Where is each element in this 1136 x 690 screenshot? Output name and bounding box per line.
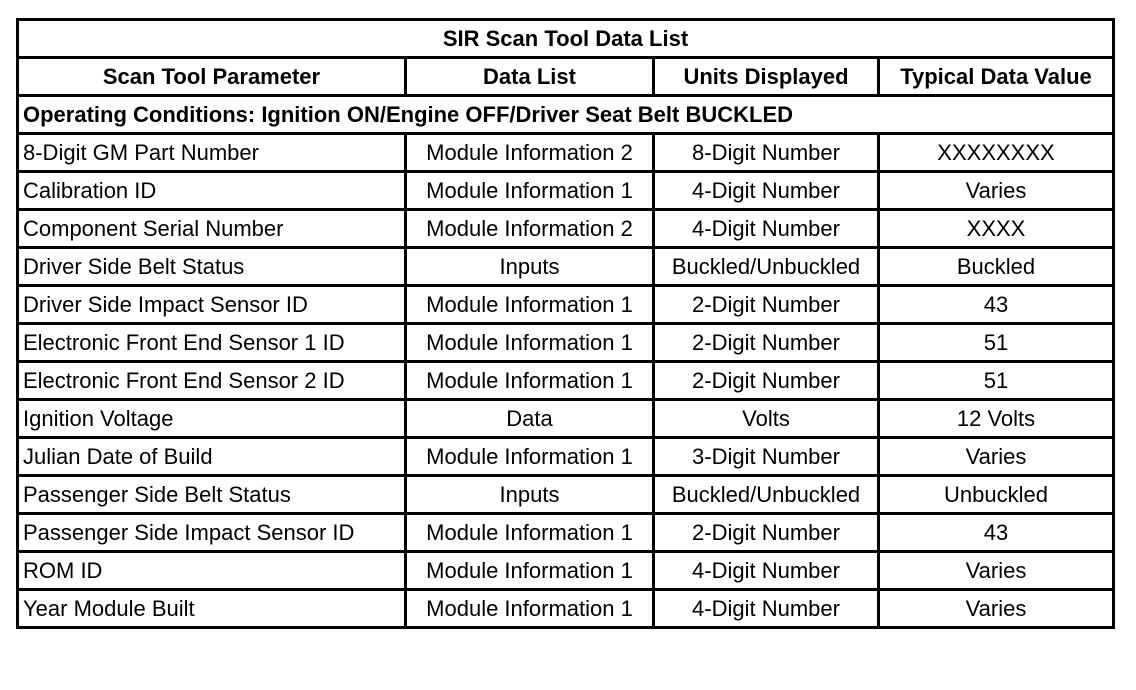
cell-units-displayed: Buckled/Unbuckled [654, 248, 879, 286]
header-data-list: Data List [406, 58, 654, 96]
cell-data-list: Module Information 1 [406, 324, 654, 362]
cell-data-list: Module Information 1 [406, 172, 654, 210]
cell-data-list: Inputs [406, 476, 654, 514]
table-row [18, 590, 1114, 628]
cell-scan-tool-parameter: ROM ID [18, 552, 406, 590]
cell-data-list: Module Information 1 [406, 590, 654, 628]
cell-scan-tool-parameter: Passenger Side Belt Status [18, 476, 406, 514]
column-header-row [18, 58, 1114, 96]
cell-scan-tool-parameter: Julian Date of Build [18, 438, 406, 476]
table-title: SIR Scan Tool Data List [18, 20, 1114, 58]
cell-typical-data-value: Buckled [879, 248, 1114, 286]
table-row [18, 286, 1114, 324]
cell-scan-tool-parameter: Electronic Front End Sensor 2 ID [18, 362, 406, 400]
table-row [18, 514, 1114, 552]
cell-typical-data-value: 51 [879, 324, 1114, 362]
cell-data-list: Module Information 1 [406, 552, 654, 590]
cell-data-list: Module Information 1 [406, 362, 654, 400]
cell-scan-tool-parameter: Ignition Voltage [18, 400, 406, 438]
cell-units-displayed: Buckled/Unbuckled [654, 476, 879, 514]
cell-data-list: Inputs [406, 248, 654, 286]
cell-typical-data-value: Varies [879, 590, 1114, 628]
operating-conditions: Operating Conditions: Ignition ON/Engine OFF/Driver Seat Belt BUCKLED [18, 96, 1114, 134]
cell-units-displayed: 4-Digit Number [654, 210, 879, 248]
cell-units-displayed: 4-Digit Number [654, 552, 879, 590]
cell-data-list: Module Information 2 [406, 210, 654, 248]
cell-scan-tool-parameter: Calibration ID [18, 172, 406, 210]
cell-scan-tool-parameter: Driver Side Impact Sensor ID [18, 286, 406, 324]
cell-data-list: Module Information 1 [406, 286, 654, 324]
operating-conditions-row [18, 96, 1114, 134]
cell-scan-tool-parameter: Driver Side Belt Status [18, 248, 406, 286]
table-row [18, 438, 1114, 476]
sir-scan-tool-data-table [16, 18, 1115, 629]
cell-typical-data-value: XXXXXXXX [879, 134, 1114, 172]
header-units-displayed: Units Displayed [654, 58, 879, 96]
cell-scan-tool-parameter: 8-Digit GM Part Number [18, 134, 406, 172]
cell-scan-tool-parameter: Component Serial Number [18, 210, 406, 248]
table-row [18, 134, 1114, 172]
cell-scan-tool-parameter: Year Module Built [18, 590, 406, 628]
cell-scan-tool-parameter: Electronic Front End Sensor 1 ID [18, 324, 406, 362]
table-title-row [18, 20, 1114, 58]
cell-units-displayed: 2-Digit Number [654, 362, 879, 400]
cell-typical-data-value: Unbuckled [879, 476, 1114, 514]
cell-typical-data-value: 43 [879, 286, 1114, 324]
cell-typical-data-value: Varies [879, 438, 1114, 476]
cell-data-list: Module Information 1 [406, 438, 654, 476]
table-row [18, 210, 1114, 248]
cell-data-list: Module Information 2 [406, 134, 654, 172]
cell-data-list: Data [406, 400, 654, 438]
table-row [18, 362, 1114, 400]
cell-typical-data-value: Varies [879, 172, 1114, 210]
cell-units-displayed: Volts [654, 400, 879, 438]
cell-scan-tool-parameter: Passenger Side Impact Sensor ID [18, 514, 406, 552]
table-row [18, 172, 1114, 210]
header-typical-data-value: Typical Data Value [879, 58, 1114, 96]
table-row [18, 476, 1114, 514]
table-row [18, 552, 1114, 590]
table-row [18, 324, 1114, 362]
cell-typical-data-value: XXXX [879, 210, 1114, 248]
header-scan-tool-parameter: Scan Tool Parameter [18, 58, 406, 96]
cell-data-list: Module Information 1 [406, 514, 654, 552]
table-row [18, 248, 1114, 286]
cell-units-displayed: 2-Digit Number [654, 286, 879, 324]
cell-typical-data-value: 51 [879, 362, 1114, 400]
cell-units-displayed: 4-Digit Number [654, 590, 879, 628]
cell-units-displayed: 4-Digit Number [654, 172, 879, 210]
table-row [18, 400, 1114, 438]
cell-typical-data-value: 12 Volts [879, 400, 1114, 438]
cell-units-displayed: 3-Digit Number [654, 438, 879, 476]
cell-units-displayed: 8-Digit Number [654, 134, 879, 172]
cell-typical-data-value: Varies [879, 552, 1114, 590]
cell-typical-data-value: 43 [879, 514, 1114, 552]
cell-units-displayed: 2-Digit Number [654, 514, 879, 552]
cell-units-displayed: 2-Digit Number [654, 324, 879, 362]
